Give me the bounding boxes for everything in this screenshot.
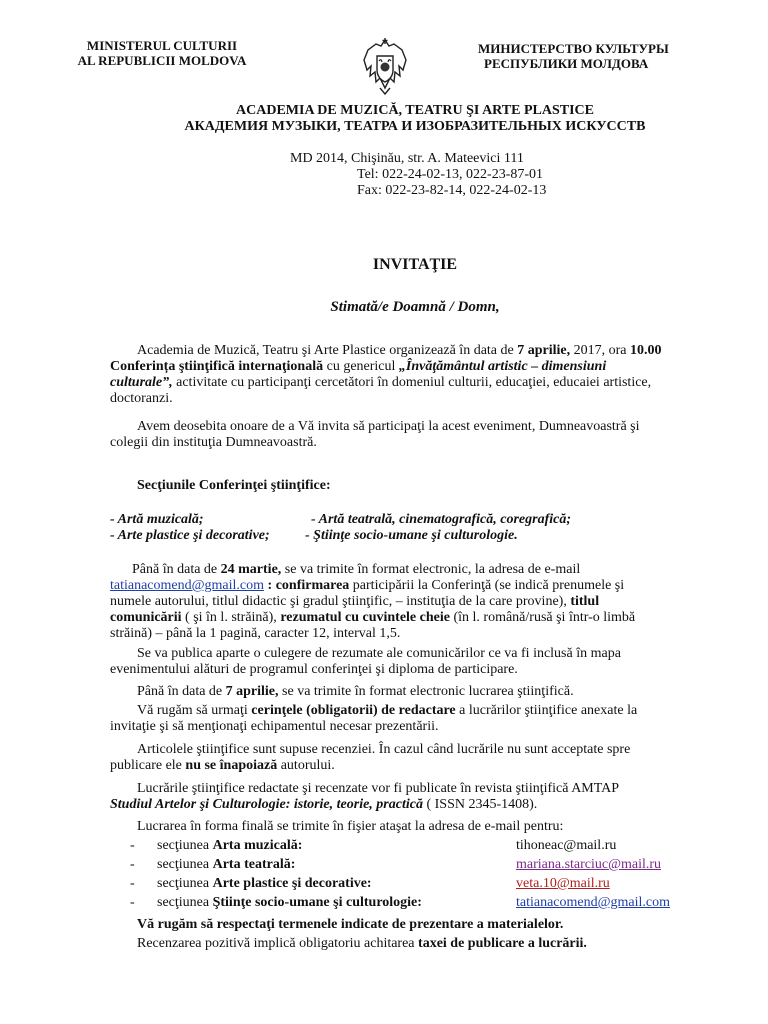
sections-heading: Secţiunile Conferinţei ştiinţifice: [137,478,331,493]
ministry-ru-line1: МИНИСТЕРСТВО КУЛЬТУРЫ [478,41,669,56]
socio-human-email-link[interactable]: tatianacomend@gmail.com [516,895,671,910]
telephone: Tel: 022-24-02-13, 022-23-87-01 [357,167,544,182]
closing-request: Vă rugăm să respectaţi termenele indicate de prezentare a materialelor. [137,917,564,932]
address: MD 2014, Chişinău, str. A. Mateevici 111 [290,151,524,166]
abstracts-paragraph: Se va publica aparte o culegere de rezumate ale comunicărilor ce va fi inclusă în mapa evenimentului alături de programul conferinţei şi diploma de participare. [110,646,621,677]
closing-fee-note: Recenzarea pozitivă implică obligatoriu achitarea taxei de publicare a lucrării. [137,936,587,951]
section-theatre: - Artă teatrală, cinematografică, coregrafică; [311,512,571,527]
fax: Fax: 022-23-82-14, 022-24-02-13 [357,183,547,198]
requirements-paragraph: Vă rugăm să urmaţi cerinţele (obligatorii) de redactare a lucrărilor ştiinţifice anexate la invitaţie şi să menţionaţi echipamentul necesar prezentării. [110,703,638,734]
academy-name-ro: ACADEMIA DE MUZICĂ, TEATRU ŞI ARTE PLASTICE [236,103,594,118]
confirmation-email-link[interactable]: tatianacomend@gmail.com [110,578,265,593]
section-music: - Artă muzicală; [110,512,204,527]
section-socio-human: - Ştiinţe socio-umane şi culturologie. [305,528,518,543]
academy-name-ru: АКАДЕМИЯ МУЗЫКИ, ТЕАТРА И ИЗОБРАЗИТЕЛЬНЫХ ИСКУССТВ [184,119,646,134]
section-plastic-arts: - Arte plastice şi decorative; [110,528,270,543]
coat-of-arms-emblem [358,36,412,98]
music-email-link[interactable]: tihoneac@mail.ru [516,838,617,853]
theatre-email-link[interactable]: mariana.starciuc@mail.ru [516,857,662,872]
list-item: - secţiunea Ştiinţe socio-umane şi culturologie: tatianacomend@gmail.com [130,895,671,910]
ministry-ro-line1: MINISTERUL CULTURII [86,38,238,53]
intro-paragraph: Academia de Muzică, Teatru şi Arte Plastice organizează în data de 7 aprilie, 2017, ora 10.00 Conferința ştiinţifică internaţională cu genericul „Învăţământul artistic – dimensiuni culturale”, activitate cu participanţi cercetători în domeniul culturii, educaţiei, educaiei artistice, doctoranzi. [110,343,662,406]
deadline-paragraph: Până în data de 7 aprilie, se va trimite în format electronic lucrarea ştiinţifică. [137,684,574,699]
list-item: - secţiunea Arte plastice şi decorative: veta.10@mail.ru [130,876,610,891]
ministry-ru-line2: РЕСПУБЛИКИ МОЛДОВА [484,56,649,71]
ministry-name-ru [478,41,669,71]
ministry-name-ro [62,38,262,68]
salutation: Stimată/e Doamnă / Domn, [330,299,500,315]
plastic-arts-email-link[interactable]: veta.10@mail.ru [516,876,610,891]
submission-paragraph: Lucrarea în forma finală se trimite în fişier ataşat la adresa de e-mail pentru: [137,819,564,834]
confirmation-paragraph: Până în data de 24 martie, se va trimite în format electronic, la adresa de e-mail tatianacomend@gmail.com : confirmarea participării la Conferinţă (se indică prenumele şi numele autorului, titlul didactic şi gradul ştiinţific, – instituţia de la care provine), titlul comunicării ( şi în l. străină), rezumatul cu cuvintele cheie (în l. română/rusă şi într-o limbă străină) – până la 1 pagină, caracter 12, interval 1,5. [110,562,636,641]
invitation-paragraph: Avem deosebita onoare de a Vă invita să participaţi la acest eveniment, Dumneavoastră şi colegii din instituţia Dumneavoastră. [110,419,640,450]
document-title: INVITAŢIE [372,256,458,273]
contact-list [110,838,730,914]
list-item: - secţiunea Arta teatrală: mariana.starciuc@mail.ru [130,857,662,872]
review-paragraph: Articolele ştiinţifice sunt supuse recenziei. În cazul când lucrările nu sunt acceptate spre publicare ele nu se înapoiază autorului. [110,742,631,773]
ministry-ro-line2: AL REPUBLICII MOLDOVA [77,53,247,68]
publication-paragraph: Lucrările ştiinţifice redactate şi recenzate vor fi publicate în revista ştiinţifică AMTAP Studiul Artelor şi Culturologie: istorie, teorie, practică ( ISSN 2345-1408). [110,781,620,812]
list-item: - secţiunea Arta muzicală: tihoneac@mail.ru [130,838,617,853]
